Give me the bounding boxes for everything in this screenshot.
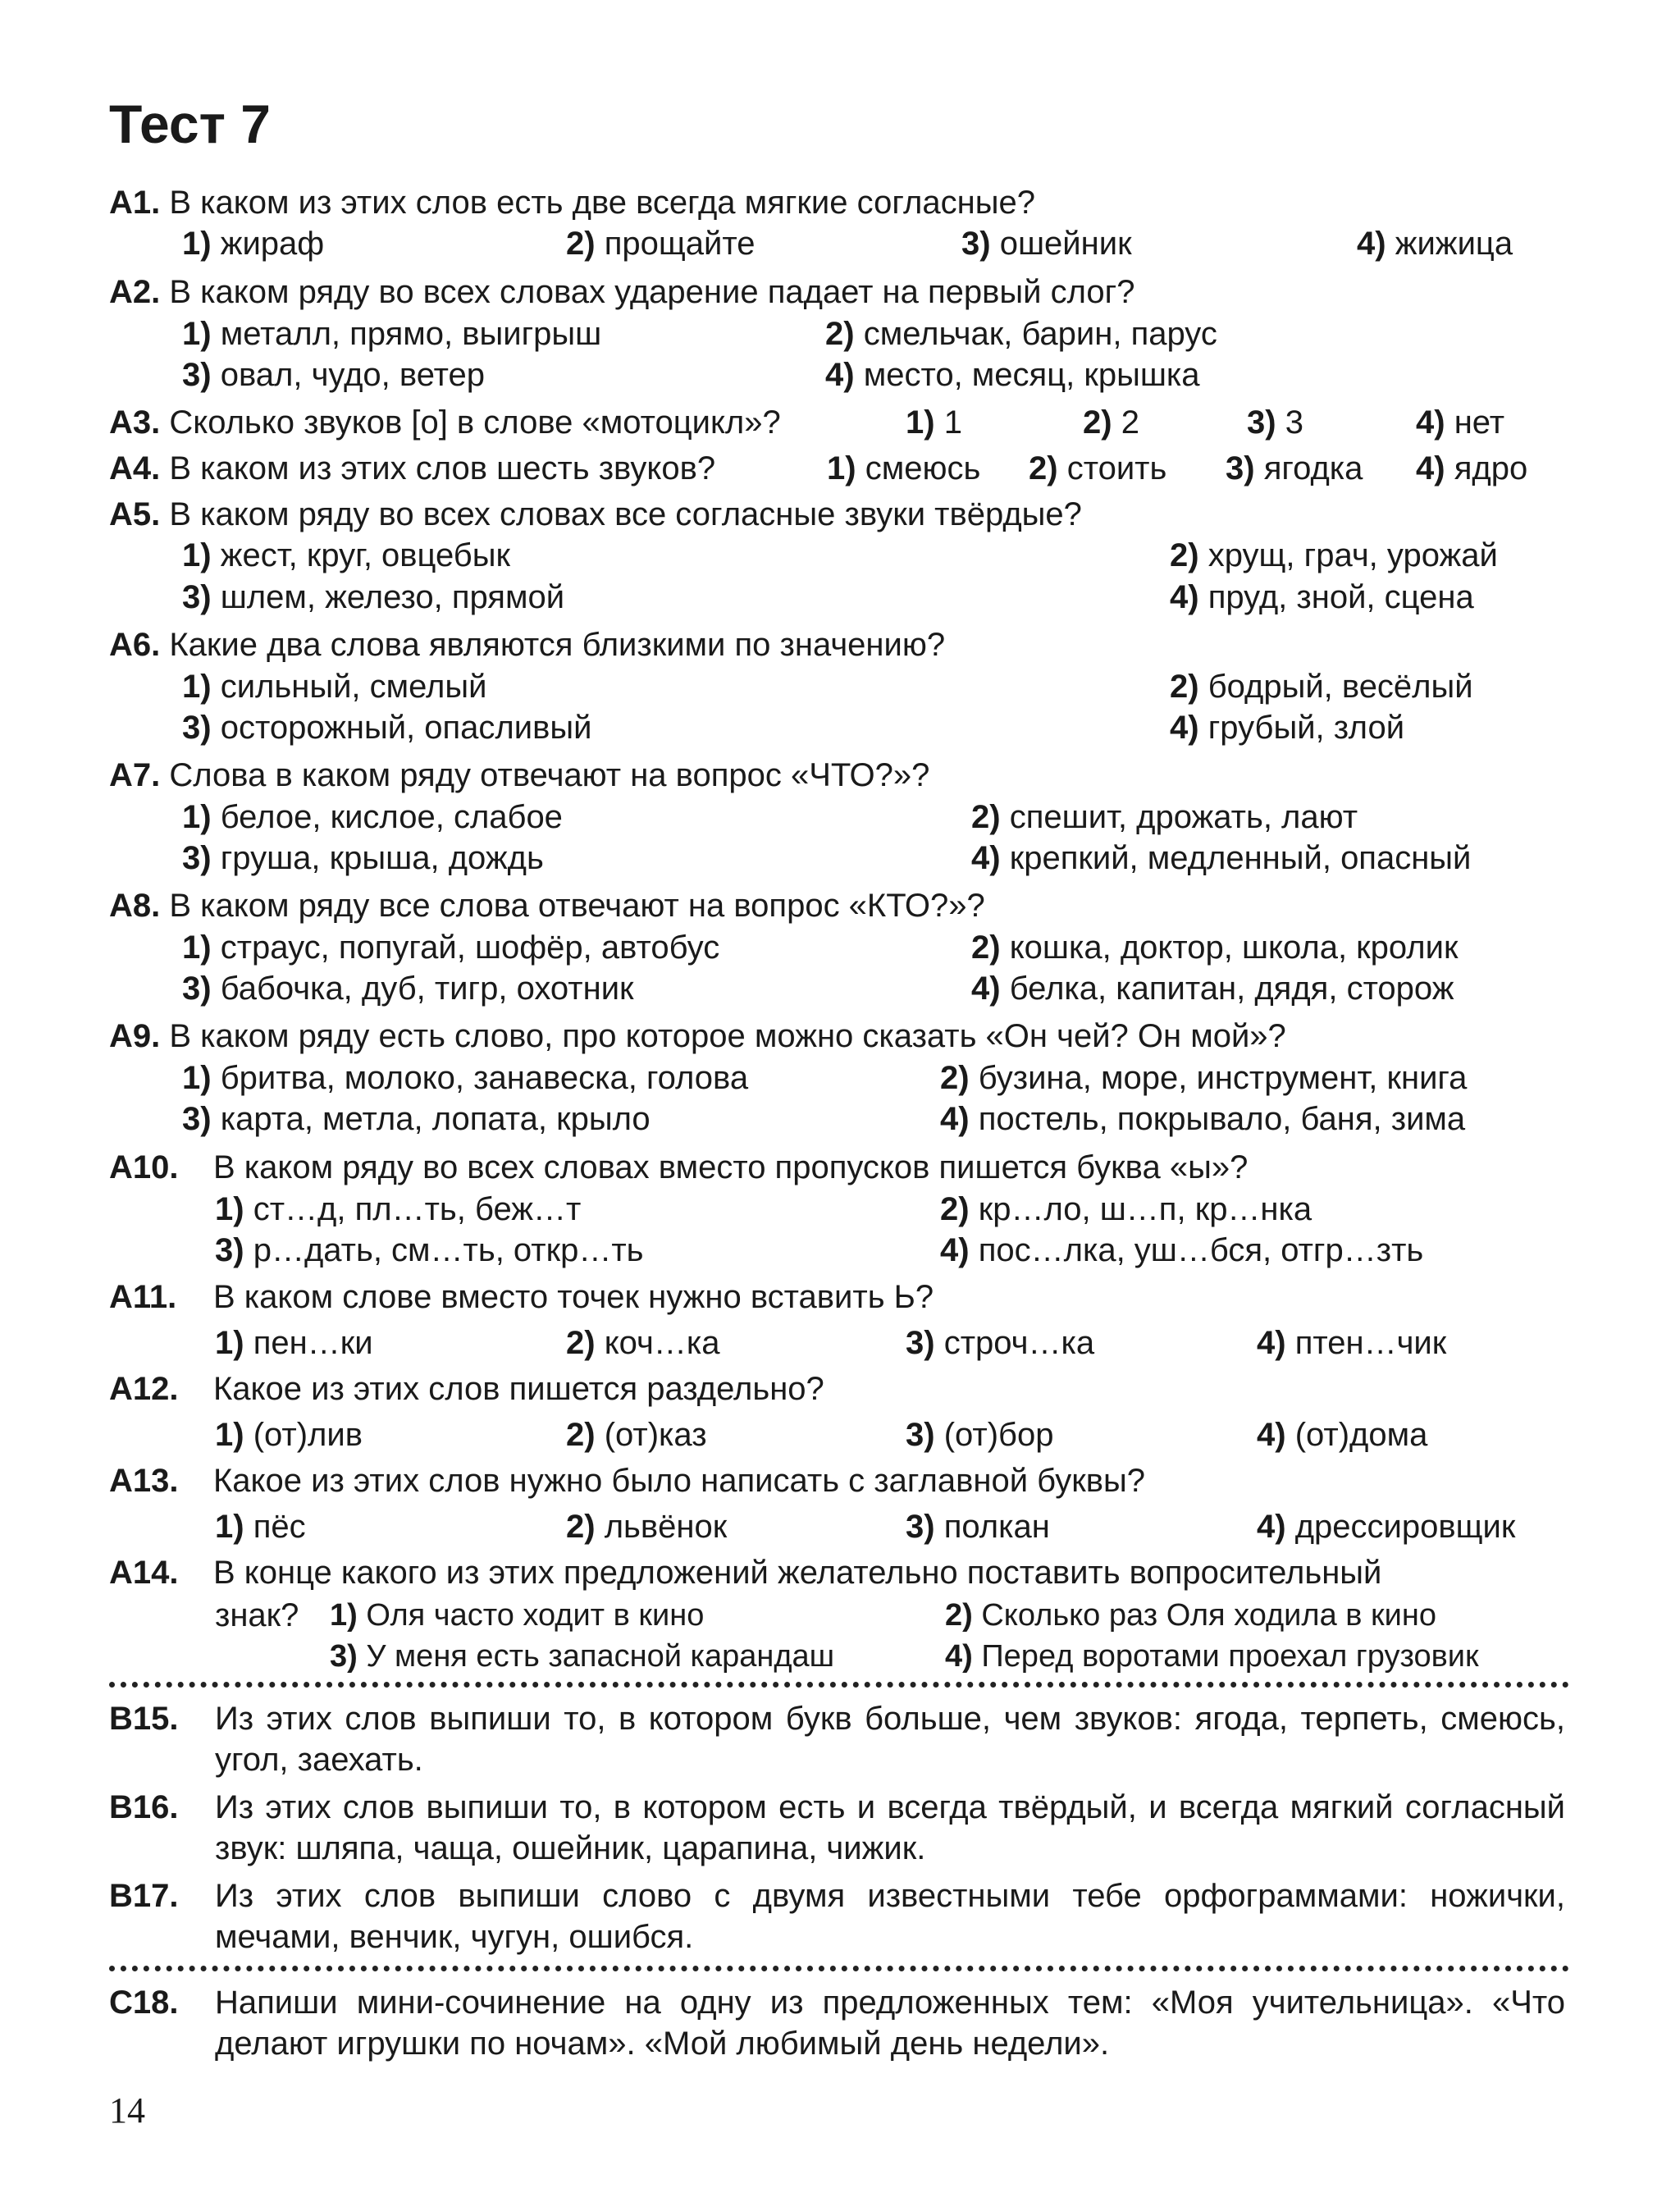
question-a13 (109, 1460, 1145, 1501)
option-a11-3: 3) строч…ка (906, 1325, 1095, 1361)
option-a1-1: 1) жираф (182, 226, 325, 262)
question-a9 (109, 1016, 1286, 1057)
question-b15-text: Из этих слов выпиши то, в котором букв больше, чем звуков: ягода, терпеть, смеюсь, угол, заехать. (215, 1701, 1565, 1778)
option-a2-1: 1) металл, прямо, выигрыш (182, 316, 602, 352)
option-a6-2: 2) бодрый, весёлый (1170, 669, 1473, 705)
option-a6-4: 4) грубый, злой (1170, 710, 1405, 746)
question-text: В каком ряду есть слово, про которое можно сказать «Он чей? Он мой»? (169, 1018, 1286, 1054)
option-a3-3: 3) 3 (1247, 404, 1303, 441)
option-a5-2: 2) хрущ, грач, урожай (1170, 537, 1498, 573)
option-a11-1: 1) пен…ки (215, 1325, 373, 1361)
option-a13-1: 1) пёс (215, 1509, 306, 1545)
option-a8-4: 4) белка, капитан, дядя, сторож (971, 971, 1454, 1007)
question-label: А8. (109, 888, 161, 924)
option-a13-4: 4) дрессировщик (1257, 1509, 1516, 1545)
question-label: А14. (109, 1555, 179, 1591)
option-a14-2: 2) Сколько раз Оля ходила в кино (945, 1598, 1436, 1633)
section-divider (109, 1682, 1569, 1688)
option-a13-2: 2) львёнок (566, 1509, 728, 1545)
option-a12-1: 1) (от)лив (215, 1417, 363, 1453)
option-a11-4: 4) птен…чик (1257, 1325, 1447, 1361)
question-text: Какое из этих слов пишется раздельно? (213, 1371, 824, 1407)
option-a9-4: 4) постель, покрывало, баня, зима (940, 1101, 1466, 1137)
question-text: В конце какого из этих предложений желательно поставить вопросительный (213, 1555, 1382, 1591)
option-a11-2: 2) коч…ка (566, 1325, 720, 1361)
question-a4 (109, 448, 715, 489)
option-a9-3: 3) карта, метла, лопата, крыло (182, 1101, 651, 1137)
option-a1-4: 4) жижица (1357, 226, 1513, 262)
question-a3 (109, 402, 781, 443)
option-a7-4: 4) крепкий, медленный, опасный (971, 840, 1472, 876)
question-a7 (109, 755, 929, 796)
question-label: А3. (109, 404, 161, 441)
question-c18-text: Напиши мини-сочинение на одну из предложенных тем: «Моя учительница». «Что делают игрушки по ночам». «Мой любимый день недели». (215, 1985, 1565, 2062)
option-a5-4: 4) пруд, зной, сцена (1170, 579, 1474, 615)
option-a12-3: 3) (от)бор (906, 1417, 1054, 1453)
option-a14-4: 4) Перед воротами проехал грузовик (945, 1639, 1479, 1674)
question-text: Какие два слова являются близкими по значению? (169, 627, 946, 663)
question-b17-label: В17. (109, 1878, 179, 1914)
option-a14-1: 1) Оля часто ходит в кино (330, 1598, 705, 1633)
page-number: 14 (109, 2090, 145, 2131)
question-a12 (109, 1368, 824, 1409)
question-label: А10. (109, 1149, 179, 1185)
question-b15-label: В15. (109, 1701, 179, 1737)
question-text: В каком ряду во всех словах все согласные звуки твёрдые? (169, 496, 1082, 532)
option-a4-3: 3) ягодка (1226, 450, 1363, 486)
question-b16-text: Из этих слов выпиши то, в котором есть и всегда твёрдый, и всегда мягкий согласный звук: шляпа, чаща, ошейник, царапина, чижик. (215, 1789, 1565, 1866)
question-text: Какое из этих слов нужно было написать с заглавной буквы? (213, 1463, 1145, 1499)
question-text: В каком из этих слов шесть звуков? (169, 450, 716, 486)
question-label: А7. (109, 757, 161, 793)
option-a6-1: 1) сильный, смелый (182, 669, 487, 705)
question-a2 (109, 272, 1134, 313)
question-c18-label: С18. (109, 1985, 179, 2021)
option-a3-4: 4) нет (1416, 404, 1505, 441)
option-a7-2: 2) спешит, дрожать, лают (971, 799, 1358, 835)
option-a13-3: 3) полкан (906, 1509, 1050, 1545)
option-a8-3: 3) бабочка, дуб, тигр, охотник (182, 971, 634, 1007)
question-label: А9. (109, 1018, 161, 1054)
question-label: А4. (109, 450, 161, 486)
option-a14-3: 3) У меня есть запасной карандаш (330, 1639, 835, 1674)
page-title: Тест 7 (109, 94, 271, 154)
option-a12-4: 4) (от)дома (1257, 1417, 1428, 1453)
option-a4-1: 1) смеюсь (827, 450, 981, 486)
option-a6-3: 3) осторожный, опасливый (182, 710, 592, 746)
option-a12-2: 2) (от)каз (566, 1417, 707, 1453)
question-label: А13. (109, 1463, 179, 1499)
question-b17-text: Из этих слов выпиши слово с двумя известными тебе орфограммами: ножички, мечами, венчик, чугун, ошибся. (215, 1878, 1565, 1955)
option-a10-4: 4) пос…лка, уш…бся, отгр…зть (940, 1232, 1424, 1268)
question-a10 (109, 1147, 1248, 1188)
question-text: В каком слове вместо точек нужно вставить Ь? (213, 1279, 934, 1315)
question-a5 (109, 494, 1082, 535)
option-a2-3: 3) овал, чудо, ветер (182, 357, 485, 393)
option-a1-3: 3) ошейник (961, 226, 1132, 262)
option-a4-4: 4) ядро (1416, 450, 1528, 486)
option-a4-2: 2) стоить (1029, 450, 1167, 486)
question-label: А1. (109, 185, 161, 221)
option-a8-2: 2) кошка, доктор, школа, кролик (971, 930, 1459, 966)
question-b16-label: В16. (109, 1789, 179, 1825)
option-a7-1: 1) белое, кислое, слабое (182, 799, 563, 835)
option-a3-1: 1) 1 (906, 404, 962, 441)
question-label: А11. (109, 1279, 177, 1315)
option-a5-1: 1) жест, круг, овцебык (182, 537, 510, 573)
question-a14-text-cont: знак? (215, 1597, 299, 1633)
option-a10-3: 3) р…дать, см…ть, откр…ть (215, 1232, 644, 1268)
question-label: А2. (109, 274, 161, 310)
option-a9-1: 1) бритва, молоко, занавеска, голова (182, 1060, 749, 1096)
option-a2-4: 4) место, месяц, крышка (825, 357, 1200, 393)
section-divider (109, 1966, 1569, 1971)
question-text: В каком из этих слов есть две всегда мягкие согласные? (169, 185, 1035, 221)
question-text: Слова в каком ряду отвечают на вопрос «ЧТО?»? (169, 757, 930, 793)
question-text: В каком ряду во всех словах вместо пропусков пишется буква «ы»? (213, 1149, 1249, 1185)
option-a8-1: 1) страус, попугай, шофёр, автобус (182, 930, 720, 966)
question-label: А5. (109, 496, 161, 532)
option-a7-3: 3) груша, крыша, дождь (182, 840, 544, 876)
question-a14 (109, 1552, 1381, 1593)
option-a10-1: 1) ст…д, пл…ть, беж…т (215, 1191, 582, 1227)
option-a5-3: 3) шлем, железо, прямой (182, 579, 565, 615)
option-a10-2: 2) кр…ло, ш…п, кр…нка (940, 1191, 1312, 1227)
question-text: В каком ряду во всех словах ударение падает на первый слог? (169, 274, 1135, 310)
question-a11 (109, 1277, 934, 1318)
option-a2-2: 2) смельчак, барин, парус (825, 316, 1217, 352)
question-label: А6. (109, 627, 161, 663)
question-text: В каком ряду все слова отвечают на вопрос «КТО?»? (169, 888, 985, 924)
question-a1 (109, 182, 1035, 223)
question-text: Сколько звуков [о] в слове «мотоцикл»? (169, 404, 781, 441)
question-a6 (109, 624, 945, 665)
option-a1-2: 2) прощайте (566, 226, 756, 262)
question-a8 (109, 885, 985, 926)
question-label: А12. (109, 1371, 179, 1407)
option-a9-2: 2) бузина, море, инструмент, книга (940, 1060, 1468, 1096)
option-a3-2: 2) 2 (1083, 404, 1139, 441)
